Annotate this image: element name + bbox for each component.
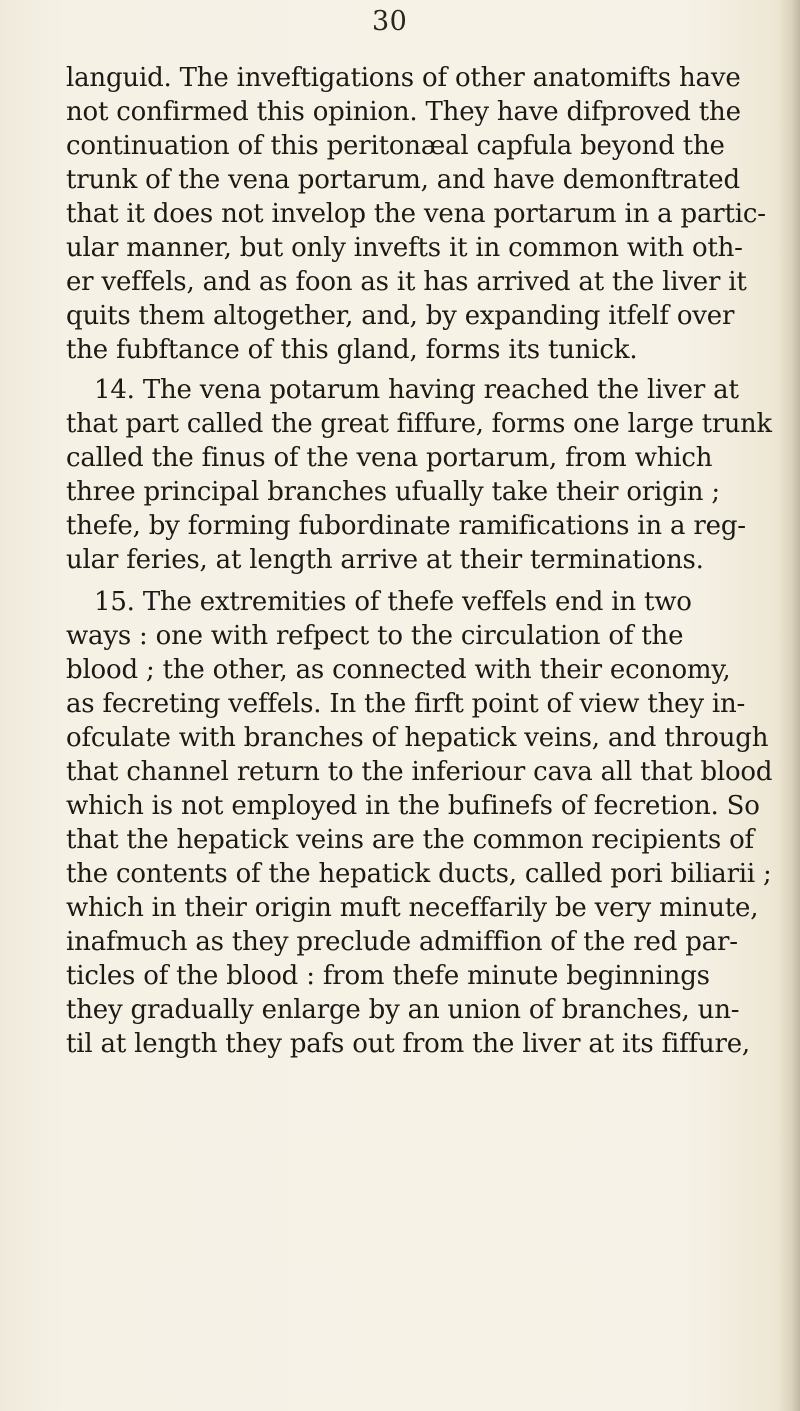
text-line: that the hepatick veins are the common recipients of: [66, 825, 754, 855]
page-edge-shadow: [778, 0, 800, 1411]
text-line: called the finus of the vena portarum, from which: [66, 443, 713, 473]
text-line: as fecreting veffels. In the firft point of view they in-: [66, 689, 746, 719]
text-line: ofculate with branches of hepatick veins, and through: [66, 723, 769, 753]
text-line: not confirmed this opinion. They have difproved the: [66, 97, 741, 127]
page-number: 30: [372, 6, 408, 37]
text-line: that channel return to the inferiour cava all that blood: [66, 757, 773, 787]
text-line: trunk of the vena portarum, and have demonftrated: [66, 165, 740, 195]
text-line: blood ; the other, as connected with their economy,: [66, 655, 731, 685]
text-line: inafmuch as they preclude admiffion of the red par-: [66, 927, 738, 957]
text-line: languid. The inveftigations of other anatomifts have: [66, 63, 741, 93]
text-line: er veffels, and as foon as it has arrived at the liver it: [66, 267, 747, 297]
text-line: continuation of this peritonæal capfula beyond the: [66, 131, 725, 161]
text-line: which in their origin muft neceffarily be very minute,: [66, 893, 759, 923]
text-line: til at length they pafs out from the liver at its fiffure,: [66, 1029, 750, 1059]
paragraph-start-line: 14. The vena potarum having reached the liver at: [94, 375, 739, 405]
text-line: quits them altogether, and, by expanding itfelf over: [66, 301, 735, 331]
text-line: ular feries, at length arrive at their terminations.: [66, 545, 704, 575]
text-line: ular manner, but only invefts it in common with oth-: [66, 233, 743, 263]
paragraph-start-line: 15. The extremities of thefe veffels end in two: [94, 587, 692, 617]
text-line: the contents of the hepatick ducts, called pori biliarii ;: [66, 859, 772, 889]
text-line: ticles of the blood : from thefe minute beginnings: [66, 961, 710, 991]
text-line: ways : one with refpect to the circulation of the: [66, 621, 684, 651]
text-line: which is not employed in the bufinefs of fecretion. So: [66, 791, 760, 821]
text-line: that it does not invelop the vena portarum in a partic-: [66, 199, 766, 229]
text-line: three principal branches ufually take their origin ;: [66, 477, 720, 507]
text-line: that part called the great fiffure, forms one large trunk: [66, 409, 772, 439]
text-line: they gradually enlarge by an union of branches, un-: [66, 995, 740, 1025]
text-line: the fubftance of this gland, forms its tunick.: [66, 335, 638, 365]
text-line: thefe, by forming fubordinate ramifications in a reg-: [66, 511, 746, 541]
